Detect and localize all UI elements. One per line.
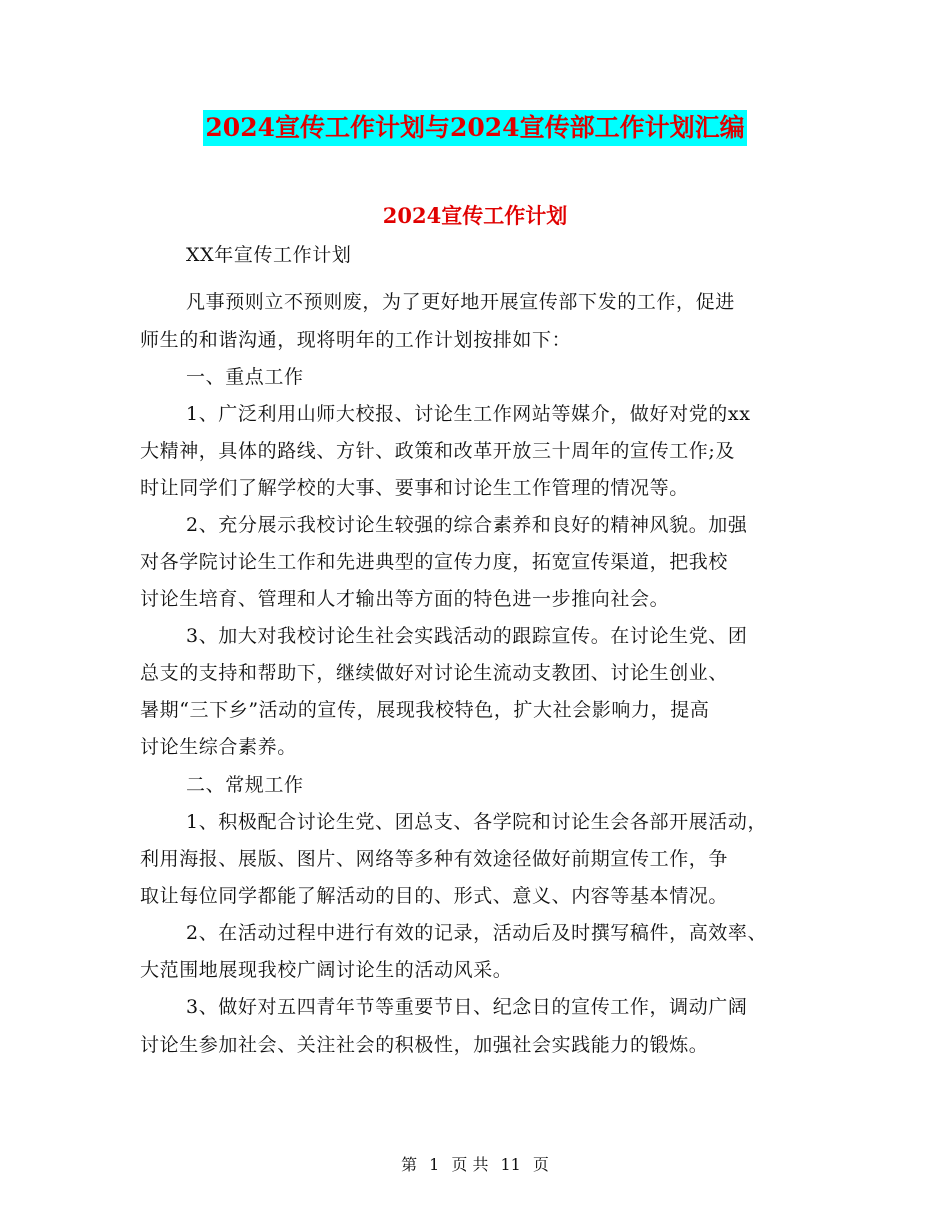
paragraph-line: 1、广泛利用山师大校报、讨论生工作网站等媒介，做好对党的xx [186, 403, 751, 425]
paragraph-line: 2、在活动过程中进行有效的记录，活动后及时撰写稿件，高效率、 [186, 922, 768, 944]
paragraph-line: 对各学院讨论生工作和先进典型的宣传力度，拓宽宣传渠道，把我校 [140, 551, 729, 573]
paragraph-line: 大精神，具体的路线、方针、政策和改革开放三十周年的宣传工作;及 [140, 440, 736, 462]
paragraph-line: 师生的和谐沟通，现将明年的工作计划按排如下： [140, 329, 572, 351]
footer-prefix: 第 [401, 1155, 418, 1174]
paragraph-line: 讨论生综合素养。 [140, 736, 297, 758]
paragraph-line: 讨论生参加社会、关注社会的积极性，加强社会实践能力的锻炼。 [140, 1034, 709, 1056]
paragraph-line: 2、充分展示我校讨论生较强的综合素养和良好的精神风貌。加强 [186, 514, 748, 536]
paragraph-line: 一、重点工作 [186, 366, 304, 388]
paragraph-line: 凡事预则立不预则废，为了更好地开展宣传部下发的工作，促进 [186, 291, 735, 313]
paragraph-line: 大范围地展现我校广阔讨论生的活动风采。 [140, 959, 513, 981]
paragraph-line: 1、积极配合讨论生党、团总支、各学院和讨论生会各部开展活动， [186, 811, 768, 833]
footer-middle: 页 共 [451, 1155, 489, 1174]
paragraph-line: 3、做好对五四青年节等重要节日、纪念日的宣传工作，调动广阔 [186, 996, 748, 1018]
paragraph-line: 取让每位同学都能了解活动的目的、形式、意义、内容等基本情况。 [140, 885, 729, 907]
page-total: 11 [500, 1155, 521, 1174]
paragraph-line: 讨论生培育、管理和人才输出等方面的特色进一步推向社会。 [140, 588, 670, 610]
main-title [0, 110, 950, 146]
paragraph-line: 暑期“三下乡”活动的宣传，展现我校特色，扩大社会影响力，提高 [140, 699, 710, 721]
paragraph-line: XX年宣传工作计划 [186, 244, 352, 266]
paragraph-line: 3、加大对我校讨论生社会实践活动的跟踪宣传。在讨论生党、团 [186, 625, 748, 647]
paragraph-line: 总支的支持和帮助下，继续做好对讨论生流动支教团、讨论生创业、 [140, 662, 729, 684]
page-number: 1 [429, 1155, 440, 1174]
section-title: 2024宣传工作计划 [382, 203, 568, 228]
paragraph-line: 时让同学们了解学校的大事、要事和讨论生工作管理的情况等。 [140, 477, 689, 499]
paragraph-line: 二、常规工作 [186, 774, 304, 796]
page-footer [0, 1153, 950, 1177]
footer-suffix: 页 [532, 1155, 549, 1174]
main-title-text: 2024宣传工作计划与2024宣传部工作计划汇编 [203, 110, 746, 146]
paragraph-line: 利用海报、展版、图片、网络等多种有效途径做好前期宣传工作，争 [140, 848, 729, 870]
